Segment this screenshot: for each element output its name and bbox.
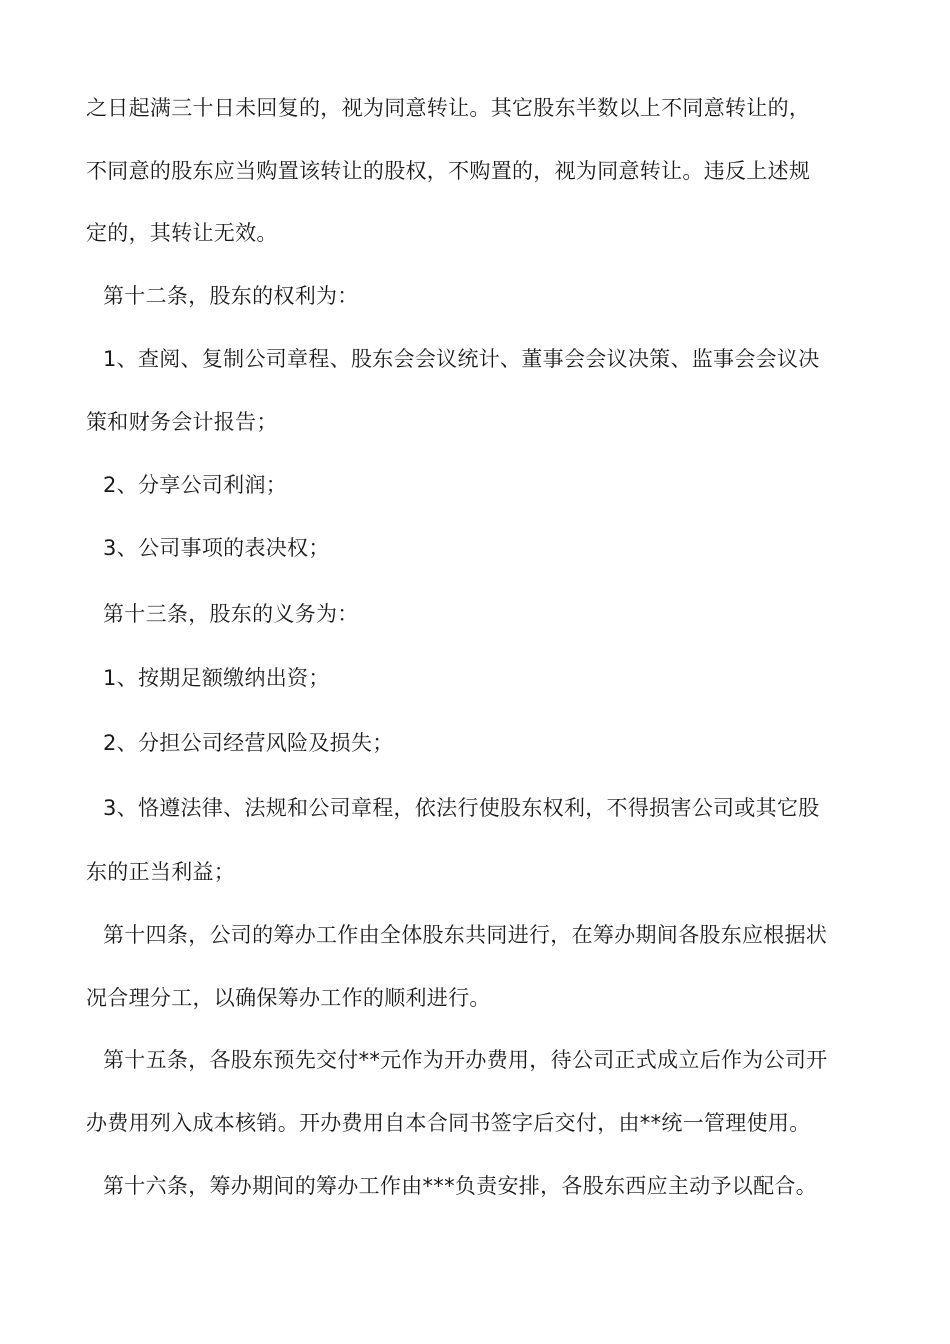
text-line-17: 办费用列入成本核销。开办费用自本合同书签字后交付，由**统一管理使用。 xyxy=(86,1111,811,1135)
article-14-heading: 第十四条，公司的筹办工作由全体股东共同进行，在筹办期间各股东应根据状 xyxy=(103,923,828,947)
text-line-1: 之日起满三十日未回复的，视为同意转让。其它股东半数以上不同意转让的， xyxy=(86,96,811,120)
text-line-2: 不同意的股东应当购置该转让的股权，不购置的，视为同意转让。违反上述规 xyxy=(86,159,811,183)
text-line-3: 定的，其转让无效。 xyxy=(86,221,278,245)
text-line-11: 2、分担公司经营风险及损失； xyxy=(103,731,394,755)
article-13-heading: 第十三条，股东的义务为： xyxy=(103,602,359,626)
text-line-15: 况合理分工，以确保筹办工作的顺利进行。 xyxy=(86,986,491,1010)
text-line-5: 1、查阅、复制公司章程、股东会会议统计、董事会会议决策、监事会会议决 xyxy=(103,347,820,371)
article-16-heading: 第十六条，筹办期间的筹办工作由***负责安排，各股东西应主动予以配合。 xyxy=(103,1174,817,1198)
text-line-12: 3、恪遵法律、法规和公司章程，依法行使股东权利，不得损害公司或其它股 xyxy=(103,796,820,820)
article-12-heading: 第十二条，股东的权利为： xyxy=(103,284,359,308)
text-line-7: 2、分享公司利润； xyxy=(103,473,288,497)
text-line-6: 策和财务会计报告； xyxy=(86,410,278,434)
text-line-13: 东的正当利益； xyxy=(86,860,236,884)
article-15-heading: 第十五条，各股东预先交付**元作为开办费用，待公司正式成立后作为公司开 xyxy=(103,1048,828,1072)
text-line-10: 1、按期足额缴纳出资； xyxy=(103,666,330,690)
text-line-8: 3、公司事项的表决权； xyxy=(103,536,330,560)
